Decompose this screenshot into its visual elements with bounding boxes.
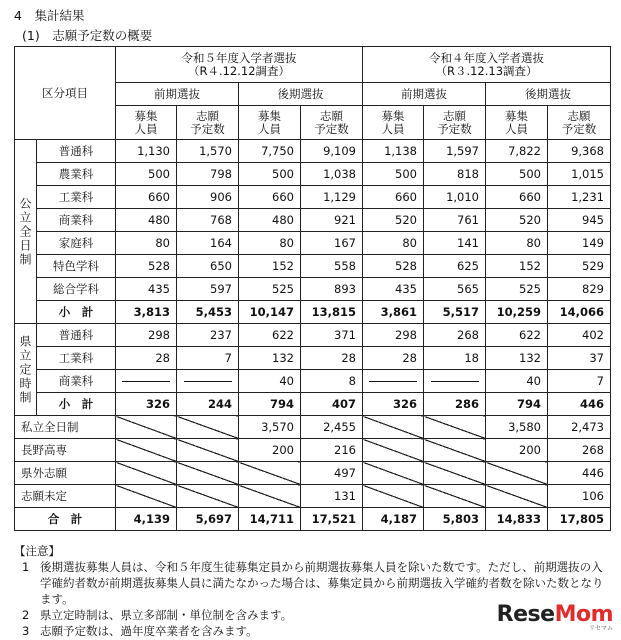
- quota-header-line: 人員: [381, 121, 405, 136]
- row-label: 商業科: [37, 209, 116, 232]
- quota-header-line: 募集: [258, 108, 281, 123]
- value-cell: 18: [424, 347, 486, 370]
- value-cell: 298: [363, 324, 424, 347]
- value-cell: 660: [486, 186, 548, 209]
- quota-header-line: 人員: [134, 121, 158, 136]
- total-label: 合 計: [15, 508, 116, 531]
- row-label: 志願未定: [15, 485, 116, 508]
- diagonal-cell: [424, 439, 486, 462]
- value-cell: 893: [301, 278, 363, 301]
- value-cell: 268: [548, 439, 611, 462]
- value-cell: 152: [486, 255, 548, 278]
- total-value: 14,833: [486, 508, 548, 531]
- quota-header-line: 人員: [505, 121, 528, 136]
- diagonal-cell: [424, 416, 486, 439]
- applicants-header-line: 志願: [443, 108, 466, 123]
- value-cell: 525: [239, 278, 301, 301]
- value-cell: 106: [548, 485, 611, 508]
- note-number: 1: [22, 560, 30, 574]
- value-cell: 528: [116, 255, 177, 278]
- diagonal-cell: [177, 416, 239, 439]
- value-cell: 7: [548, 370, 611, 393]
- value-cell: 1,130: [116, 140, 177, 163]
- quota-header: [486, 106, 548, 140]
- value-cell: 80: [486, 232, 548, 255]
- table-row: [15, 485, 611, 508]
- applicants-header: [548, 106, 611, 140]
- value-cell: 660: [116, 186, 177, 209]
- applicants-header: [301, 106, 363, 140]
- note-number: 2: [22, 608, 30, 622]
- group-public-label-text: 公立全日制: [18, 196, 32, 267]
- value-cell: 132: [486, 347, 548, 370]
- year-b-date: （R３.12.13調査）: [435, 63, 538, 78]
- note-text: 志願予定数は、過年度卒業者を含みます。: [40, 624, 258, 638]
- table-row: [15, 255, 611, 278]
- value-cell: 1,231: [548, 186, 611, 209]
- value-cell: 906: [177, 186, 239, 209]
- diagonal-cell: [424, 462, 486, 485]
- value-cell: 13,815: [301, 301, 363, 324]
- value-cell: 141: [424, 232, 486, 255]
- value-cell: 435: [116, 278, 177, 301]
- applicants-header-line: 志願: [320, 108, 343, 123]
- value-cell: 945: [548, 209, 611, 232]
- value-cell: 402: [548, 324, 611, 347]
- value-cell: 37: [548, 347, 611, 370]
- empty-dash-cell: [177, 370, 239, 393]
- value-cell: 660: [363, 186, 424, 209]
- value-cell: 216: [301, 439, 363, 462]
- diagonal-cell: [116, 439, 177, 462]
- diagonal-cell: [363, 485, 424, 508]
- row-label: 特色学科: [37, 255, 116, 278]
- value-cell: 829: [548, 278, 611, 301]
- row-label: 普通科: [37, 324, 116, 347]
- row-label: 小 計: [37, 393, 116, 416]
- empty-dash-cell: [363, 370, 424, 393]
- total-value: 17,521: [301, 508, 363, 531]
- value-cell: 80: [363, 232, 424, 255]
- value-cell: 798: [177, 163, 239, 186]
- value-cell: 500: [486, 163, 548, 186]
- total-row: [15, 508, 611, 531]
- value-cell: 2,473: [548, 416, 611, 439]
- value-cell: 371: [301, 324, 363, 347]
- value-cell: 558: [301, 255, 363, 278]
- category-header: 区分項目: [15, 47, 116, 140]
- row-label: 私立全日制: [15, 416, 116, 439]
- value-cell: 7,822: [486, 140, 548, 163]
- year-b-late-header: 後期選抜: [486, 83, 611, 106]
- value-cell: 132: [239, 347, 301, 370]
- row-label: 総合学科: [37, 278, 116, 301]
- applicants-header-line: 予定数: [437, 121, 472, 136]
- diagonal-cell: [116, 485, 177, 508]
- value-cell: 1,570: [177, 140, 239, 163]
- table-row: [15, 347, 611, 370]
- diagonal-cell: [424, 485, 486, 508]
- table-row: [15, 416, 611, 439]
- value-cell: 131: [301, 485, 363, 508]
- note-text: 後期選抜募集人員は、令和５年度生徒募集定員から前期選抜募集人員を除いた数です。ただし、前期選抜の入学確約者数が前期選抜募集人員に満たなかった場合は、募集定員から前期選抜入学確約者数を除いた数となります。: [40, 560, 604, 606]
- value-cell: 237: [177, 324, 239, 347]
- row-label: 農業科: [37, 163, 116, 186]
- dash-line: [431, 381, 479, 382]
- value-cell: 500: [363, 163, 424, 186]
- value-cell: 625: [424, 255, 486, 278]
- diagonal-cell: [486, 485, 548, 508]
- year-a-early-header: 前期選抜: [116, 83, 239, 106]
- value-cell: 3,861: [363, 301, 424, 324]
- total-value: 4,139: [116, 508, 177, 531]
- notes-title: 【注意】: [14, 544, 60, 558]
- value-cell: 1,129: [301, 186, 363, 209]
- value-cell: 298: [116, 324, 177, 347]
- dash-line: [122, 381, 170, 382]
- value-cell: 268: [424, 324, 486, 347]
- value-cell: 80: [116, 232, 177, 255]
- table-row: [15, 370, 611, 393]
- dash-line: [369, 381, 417, 382]
- row-label: 工業科: [37, 186, 116, 209]
- value-cell: 40: [239, 370, 301, 393]
- year-a-title: 令和５年度入学者選抜: [181, 50, 297, 65]
- applicants-header: [424, 106, 486, 140]
- quota-header-line: 人員: [258, 121, 281, 136]
- total-value: 5,697: [177, 508, 239, 531]
- year-a-late-header: 後期選抜: [239, 83, 363, 106]
- value-cell: 650: [177, 255, 239, 278]
- resemom-logo: ReseMom リセマム: [496, 602, 613, 632]
- diagonal-cell: [363, 462, 424, 485]
- year-b-header: [363, 47, 611, 83]
- table-row: [15, 439, 611, 462]
- applicants-header-line: 予定数: [314, 121, 349, 136]
- value-cell: 28: [301, 347, 363, 370]
- applicants-header: [177, 106, 239, 140]
- group-pref-label-text: 県立定時制: [18, 334, 32, 405]
- group-pref-label: [15, 324, 37, 416]
- value-cell: 14,066: [548, 301, 611, 324]
- diagonal-cell: [177, 485, 239, 508]
- diagonal-cell: [116, 462, 177, 485]
- value-cell: 622: [239, 324, 301, 347]
- value-cell: 167: [301, 232, 363, 255]
- value-cell: 480: [239, 209, 301, 232]
- quota-header: [239, 106, 301, 140]
- year-a-header: [116, 47, 363, 83]
- note-number: 3: [22, 624, 30, 638]
- row-label: 家庭科: [37, 232, 116, 255]
- value-cell: 3,580: [486, 416, 548, 439]
- value-cell: 7: [177, 347, 239, 370]
- value-cell: 7,750: [239, 140, 301, 163]
- total-value: 17,805: [548, 508, 611, 531]
- value-cell: 528: [363, 255, 424, 278]
- diagonal-cell: [363, 439, 424, 462]
- value-cell: 407: [301, 393, 363, 416]
- value-cell: 40: [486, 370, 548, 393]
- row-label: 商業科: [37, 370, 116, 393]
- value-cell: 500: [239, 163, 301, 186]
- diagonal-cell: [486, 462, 548, 485]
- value-cell: 500: [116, 163, 177, 186]
- empty-dash-cell: [116, 370, 177, 393]
- value-cell: 768: [177, 209, 239, 232]
- table-row: [15, 186, 611, 209]
- value-cell: 200: [239, 439, 301, 462]
- applicants-table: [14, 46, 611, 531]
- value-cell: 660: [239, 186, 301, 209]
- value-cell: 520: [363, 209, 424, 232]
- value-cell: 921: [301, 209, 363, 232]
- applicants-header-line: 予定数: [561, 121, 597, 136]
- table-row: [15, 140, 611, 163]
- value-cell: 164: [177, 232, 239, 255]
- table-row: [15, 209, 611, 232]
- diagonal-cell: [177, 439, 239, 462]
- table-row: [15, 462, 611, 485]
- note-text: 県立定時制は、県立多部制・単位制を含みます。: [40, 608, 293, 622]
- row-label: 県外志願: [15, 462, 116, 485]
- applicants-header-line: 志願: [196, 108, 219, 123]
- value-cell: 435: [363, 278, 424, 301]
- value-cell: 10,259: [486, 301, 548, 324]
- value-cell: 622: [486, 324, 548, 347]
- value-cell: 5,517: [424, 301, 486, 324]
- value-cell: 200: [486, 439, 548, 462]
- value-cell: 10,147: [239, 301, 301, 324]
- value-cell: 761: [424, 209, 486, 232]
- table-row: [15, 278, 611, 301]
- row-label: 長野高専: [15, 439, 116, 462]
- value-cell: 520: [486, 209, 548, 232]
- value-cell: 326: [116, 393, 177, 416]
- applicants-header-line: 志願: [567, 108, 591, 123]
- subsection-heading: (1) 志願予定数の概要: [22, 28, 153, 43]
- value-cell: 244: [177, 393, 239, 416]
- value-cell: 1,010: [424, 186, 486, 209]
- value-cell: 794: [486, 393, 548, 416]
- value-cell: 2,455: [301, 416, 363, 439]
- note-item: [14, 559, 614, 607]
- section-heading: 4 集計結果: [14, 8, 85, 23]
- value-cell: 794: [239, 393, 301, 416]
- value-cell: 326: [363, 393, 424, 416]
- diagonal-cell: [177, 462, 239, 485]
- value-cell: 286: [424, 393, 486, 416]
- value-cell: 9,109: [301, 140, 363, 163]
- total-value: 14,711: [239, 508, 301, 531]
- value-cell: 818: [424, 163, 486, 186]
- value-cell: 152: [239, 255, 301, 278]
- empty-dash-cell: [424, 370, 486, 393]
- table-row: [15, 163, 611, 186]
- value-cell: 565: [424, 278, 486, 301]
- value-cell: 28: [363, 347, 424, 370]
- value-cell: 1,138: [363, 140, 424, 163]
- value-cell: 3,570: [239, 416, 301, 439]
- group-public-label: [15, 140, 37, 324]
- value-cell: 529: [548, 255, 611, 278]
- value-cell: 525: [486, 278, 548, 301]
- year-b-early-header: 前期選抜: [363, 83, 486, 106]
- diagonal-cell: [239, 485, 301, 508]
- value-cell: 1,015: [548, 163, 611, 186]
- value-cell: 8: [301, 370, 363, 393]
- value-cell: 597: [177, 278, 239, 301]
- year-a-date: （R４.12.12調査）: [187, 63, 291, 78]
- quota-header-line: 募集: [134, 108, 158, 123]
- row-label: 小 計: [37, 301, 116, 324]
- quota-header-line: 募集: [381, 108, 405, 123]
- quota-header: [116, 106, 177, 140]
- table-row: [15, 324, 611, 347]
- table-row: [15, 232, 611, 255]
- diagonal-cell: [363, 416, 424, 439]
- value-cell: 5,453: [177, 301, 239, 324]
- year-b-title: 令和４年度入学者選抜: [429, 50, 544, 65]
- value-cell: 3,813: [116, 301, 177, 324]
- value-cell: 9,368: [548, 140, 611, 163]
- diagonal-cell: [116, 416, 177, 439]
- value-cell: 446: [548, 393, 611, 416]
- applicants-header-line: 予定数: [190, 121, 225, 136]
- value-cell: 80: [239, 232, 301, 255]
- dash-line: [184, 381, 232, 382]
- row-label: 普通科: [37, 140, 116, 163]
- value-cell: 1,038: [301, 163, 363, 186]
- value-cell: 480: [116, 209, 177, 232]
- quota-header-line: 募集: [505, 108, 528, 123]
- value-cell: 446: [548, 462, 611, 485]
- value-cell: 1,597: [424, 140, 486, 163]
- table-row: [15, 301, 611, 324]
- quota-header: [363, 106, 424, 140]
- table-row: [15, 393, 611, 416]
- value-cell: 149: [548, 232, 611, 255]
- value-cell: 497: [301, 462, 363, 485]
- value-cell: 28: [116, 347, 177, 370]
- total-value: 4,187: [363, 508, 424, 531]
- diagonal-cell: [239, 462, 301, 485]
- total-value: 5,803: [424, 508, 486, 531]
- row-label: 工業科: [37, 347, 116, 370]
